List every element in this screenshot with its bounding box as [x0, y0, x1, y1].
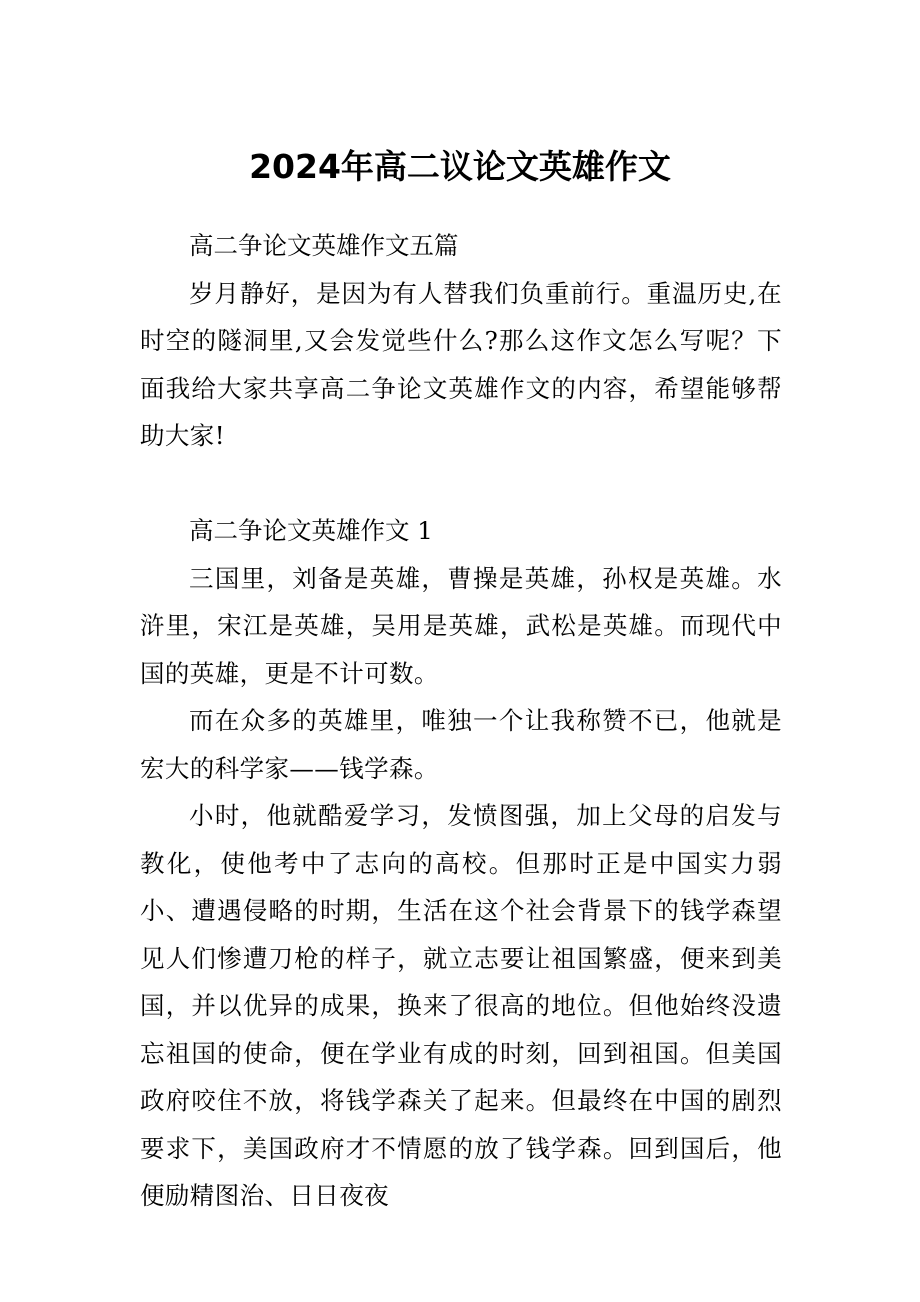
- paragraph-spacer: [140, 460, 782, 508]
- intro-paragraph: 岁月静好，是因为有人替我们负重前行。重温历史,在时空的隧洞里,又会发觉些什么?那么这作文怎么写呢？下面我给大家共享高二争论文英雄作文的内容，希望能够帮助大家!: [140, 278, 782, 450]
- essay-1-paragraph-2: 而在众多的英雄里，唯独一个让我称赞不已，他就是宏大的科学家——钱学森。: [140, 706, 782, 783]
- intro-heading: 高二争论文英雄作文五篇: [189, 231, 459, 260]
- essay-1-heading: 高二争论文英雄作文 1: [189, 516, 433, 545]
- document-body: [140, 222, 782, 1220]
- essay-1-paragraph-1: 三国里，刘备是英雄，曹操是英雄，孙权是英雄。水浒里，宋江是英雄，吴用是英雄，武松是英雄。而现代中国的英雄，更是不计可数。: [140, 563, 782, 688]
- essay-1-paragraph-3: 小时，他就酷爱学习，发愤图强，加上父母的启发与教化，使他考中了志向的高校。但那时正是中国实力弱小、遭遇侵略的时期，生活在这个社会背景下的钱学森望见人们惨遭刀枪的样子，就立志要让祖国繁盛，便来到美国，并以优异的成果，换来了很高的地位。但他始终没遗忘祖国的使命，便在学业有成的时刻，回到祖国。但美国政府咬住不放，将钱学森关了起来。但最终在中国的剧烈要求下，美国政府才不情愿的放了钱学森。回到国后，他便励精图治、日日夜夜: [140, 801, 782, 1210]
- document-title: 2024年高二议论文英雄作文: [249, 147, 671, 186]
